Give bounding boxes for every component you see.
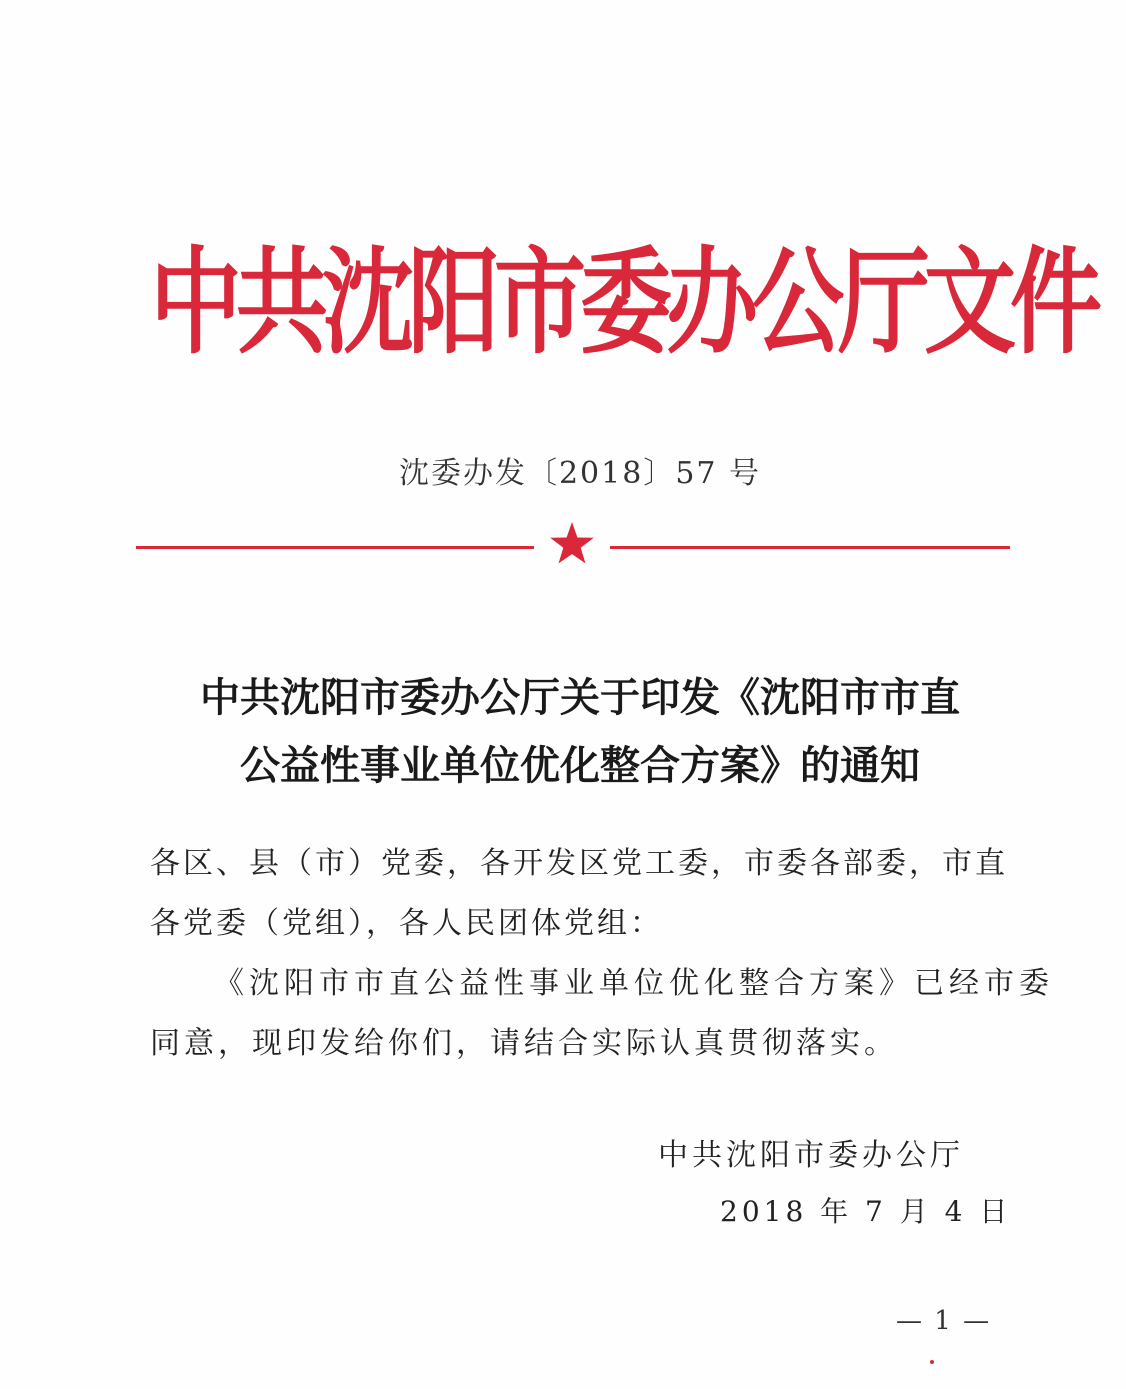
body-line-2: 各党委（党组），各人民团体党组：: [150, 906, 663, 941]
body-line-1: 各区、县（市）党委，各开发区党工委，市委各部委，市直: [150, 846, 1008, 881]
ink-speck: [930, 1360, 934, 1364]
red-divider-right: [610, 546, 1010, 549]
red-divider-left: [136, 546, 534, 549]
signature-date: 2018 年 7 月 4 日: [720, 1195, 1012, 1228]
body-line-3: 《沈阳市市直公益性事业单位优化整合方案》已经市委: [214, 966, 1054, 1001]
star-icon: [549, 520, 595, 566]
notice-title-line-1: 中共沈阳市委办公厅关于印发《沈阳市市直: [200, 675, 960, 721]
body-line-4: 同意，现印发给你们，请结合实际认真贯彻落实。: [150, 1026, 898, 1061]
notice-title-line-2: 公益性事业单位优化整合方案》的通知: [240, 743, 920, 789]
document-number: 沈委办发〔2018〕57 号: [398, 456, 762, 491]
signature-organization: 中共沈阳市委办公厅: [658, 1138, 964, 1173]
page-number: — 1 —: [896, 1306, 992, 1336]
document-header-title: 中共沈阳市委办公厅文件: [150, 235, 1097, 370]
